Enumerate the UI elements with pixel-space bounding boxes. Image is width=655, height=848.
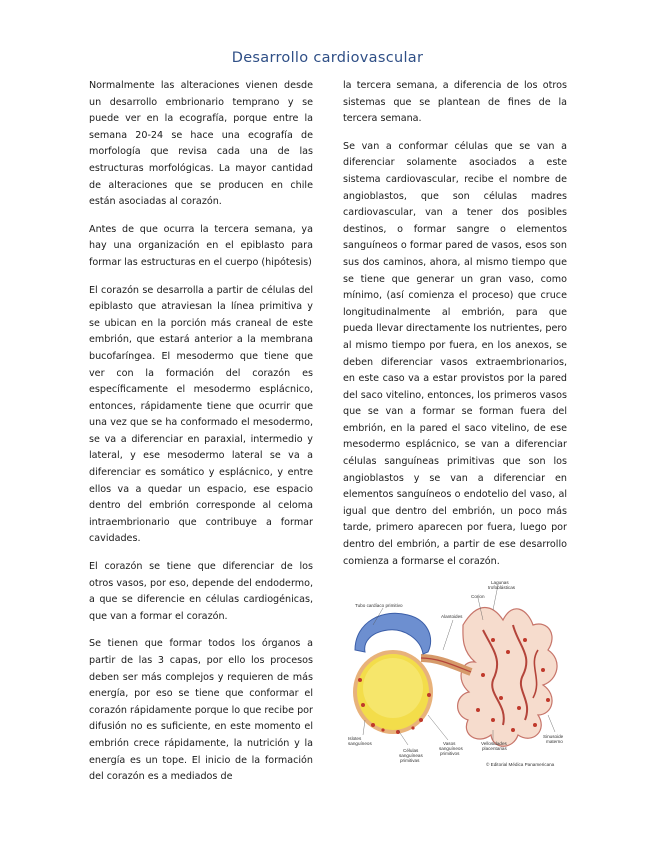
- embryo-diagram: [343, 580, 571, 772]
- label-celulas-3: primitivas: [400, 758, 420, 763]
- label-alantoides: Alantoides: [441, 614, 463, 619]
- label-vellosidades-2: placentarias: [482, 746, 507, 751]
- placental-villi: [458, 608, 557, 747]
- paragraph: Se tienen que formar todos los órganos a partir de las 3 capas, por ello los procesos deben ser más complejos y requieren de más energía, por eso se tiene que conformar el corazón rápidamente porque lo que recibe por difusión no es suficiente, en este momento el embrión crece rápidamente, la nutrición y la energía es un tope. El inicio de la formación del corazón es a mediados de: [89, 638, 313, 783]
- left-column: [89, 78, 313, 797]
- label-islotes: Islotes: [348, 736, 362, 741]
- figure-copyright: © Editorial Médica Panamericana: [486, 762, 555, 767]
- label-lagunas: Lagunas: [491, 580, 509, 585]
- label-sinusoide: Sinusoide: [543, 734, 564, 739]
- paragraph: El corazón se tiene que diferenciar de los otros vasos, por eso, depende del endodermo, a que se diferencie en células cardiogénicas, que van a formar el corazón.: [89, 561, 313, 622]
- connecting-stalk: [421, 658, 471, 672]
- paragraph: Se van a conformar células que se van a diferenciar solamente asociados a este sistema cardiovascular, recibe el nombre de angioblastos, que son células madres cardiovascular, van a tener dos posibles destinos, o formar sangre o elementos sanguíneos o formar pared de vasos, esos son sus dos caminos, ahora, al mismo tiempo que se tiene que generar un gran vaso, como mínimo, (así comienza el proceso) que cruce longitudinalmente al embrión, para que pueda llevar directamente los nutrientes, pero al mismo tiempo por fuera, en los anexos, se deben diferenciar vasos extraembrionarios, en este caso va a estar provistos por la pared del saco vitelino, entonces, los primeros vasos que se van a formar se forman fuera del embrión, en la pared el saco vitelino, de ese mesodermo esplácnico, se van a diferenciar células sanguíneas primitivas que son los angioblastos y se van a diferenciar en elementos sanguíneos o endotelio del vaso, al igual que dentro del embrión, un poco más tarde, primero aparecen por fuera, luego por dentro del embrión, a partir de ese desarrollo comienza a formarse el corazón.: [343, 140, 567, 567]
- label-vasos-3: primitivos: [440, 751, 460, 756]
- label-tubo-cardiaco: Tubo cardíaco primitivo: [355, 603, 403, 608]
- label-sinusoide-2: materno: [546, 739, 563, 744]
- label-corion: Corion: [471, 594, 485, 599]
- paragraph: la tercera semana, a diferencia de los otros sistemas que se plantean de fines de la tercera semana.: [343, 80, 567, 125]
- label-vellosidades: Vellosidades: [481, 741, 507, 746]
- label-islotes-2: sanguíneos: [348, 741, 372, 746]
- paragraph: El corazón se desarrolla a partir de células del epiblasto que atraviesan la línea primitiva y se ubican en la porción más craneal de este embrión, que estará anterior a la membrana bucofaríngea. El mesodermo que tiene que ver con la formación del corazón es específicamente el mesodermo esplácnico, entonces, rápidamente tiene que ocurrir que una vez que se ha conformado el mesodermo, se va a diferenciar en paraxial, intermedio y lateral, y ese mesodermo lateral se va a diferenciar es somático y esplácnico, y entre ellos va a quedar un espacio, ese espacio dentro del embrión corresponde al celoma intraembrionario que contribuye a formar cavidades.: [89, 284, 313, 545]
- amnion: [355, 613, 431, 654]
- label-celulas: Células: [403, 748, 419, 753]
- right-column: [343, 78, 567, 581]
- paragraph: Antes de que ocurra la tercera semana, ya hay una organización en el epiblasto para formar las estructuras en el cuerpo (hipótesis): [89, 223, 313, 268]
- embryo-illustration: [343, 580, 571, 772]
- label-trofoblasticas: trofoblásticas: [488, 585, 516, 590]
- page-title: Desarrollo cardiovascular: [231, 50, 424, 66]
- label-celulas-2: sanguíneas: [399, 753, 423, 758]
- label-vasos-2: sanguíneos: [439, 746, 463, 751]
- label-vasos: Vasos: [443, 741, 456, 746]
- paragraph: Normalmente las alteraciones vienen desde un desarrollo embrionario temprano y se puede ver en la ecografía, porque entre la semana 20-24 se hace una ecografía de morfología que revisa cada una de las estructuras morfológicas. La mayor cantidad de alteraciones que se producen en chile están asociadas al corazón.: [89, 80, 313, 208]
